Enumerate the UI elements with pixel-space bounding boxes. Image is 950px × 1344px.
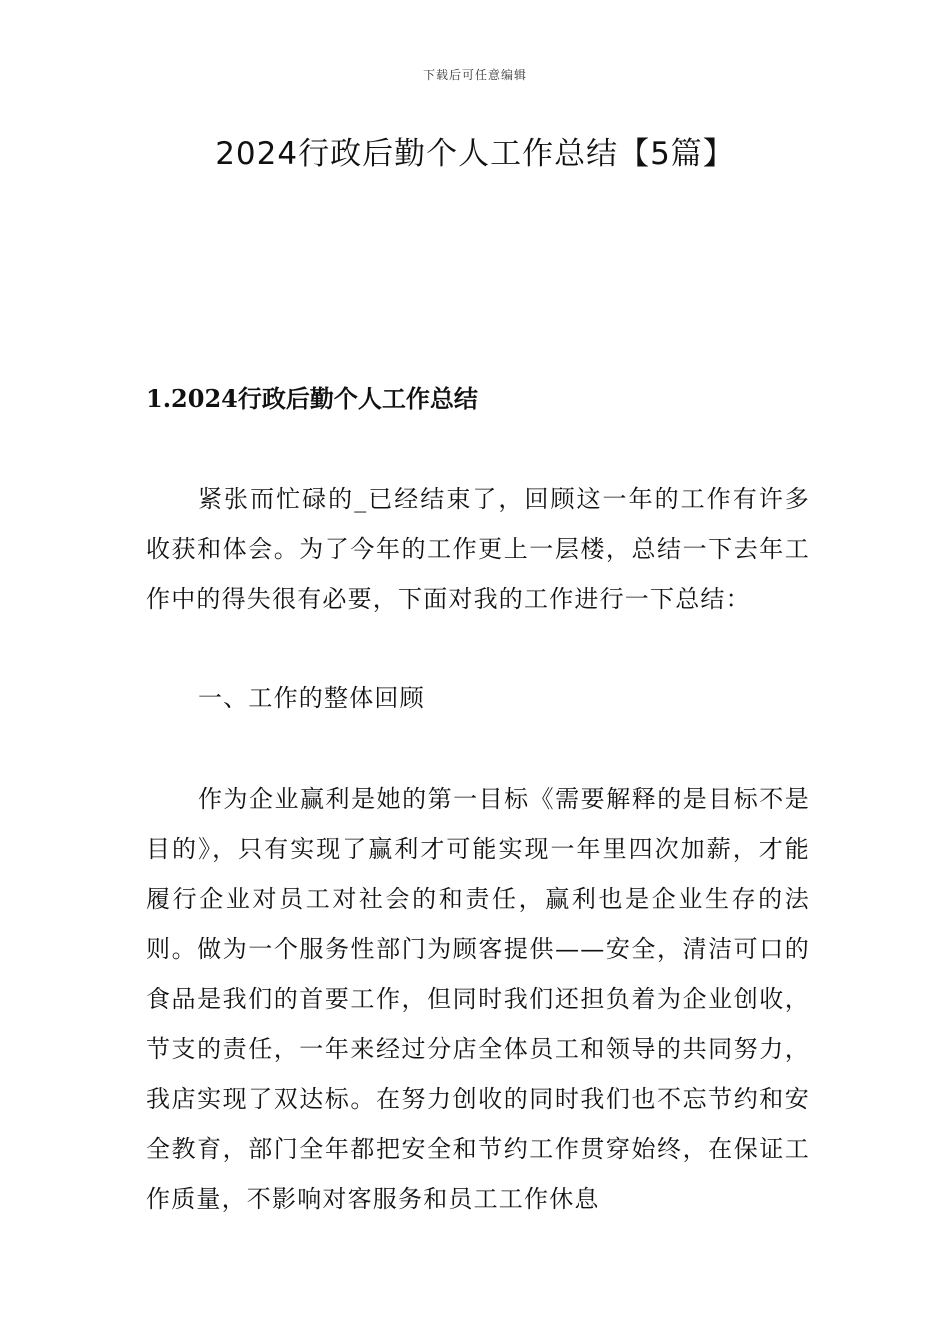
subheading-overall-review: 一、工作的整体回顾 bbox=[198, 684, 425, 712]
section-title: 1.2024行政后勤个人工作总结 bbox=[146, 384, 478, 413]
intro-paragraph: 紧张而忙碌的_已经结束了，回顾这一年的工作有许多收获和体会。为了今年的工作更上一层楼，总结一下去年工作中的得失很有必要，下面对我的工作进行一下总结： bbox=[146, 485, 810, 613]
header-note: 下载后可任意编辑 bbox=[422, 68, 527, 82]
review-paragraph: 作为企业赢利是她的第一目标《需要解释的是目标不是目的》，只有实现了赢利才可能实现一年里四次加薪，才能履行企业对员工对社会的和责任，赢利也是企业生存的法则。做为一个服务性部门为顾客提供——安全，清洁可口的食品是我们的首要工作，但同时我们还担负着为企业创收，节支的责任，一年来经过分店全体员工和领导的共同努力，我店实现了双达标。在努力创收的同时我们也不忘节约和安全教育，部门全年都把安全和节约工作贯穿始终，在保证工作质量，不影响对客服务和员工工作休息 bbox=[146, 785, 810, 1213]
document-title: 2024行政后勤个人工作总结【5篇】 bbox=[215, 136, 735, 172]
